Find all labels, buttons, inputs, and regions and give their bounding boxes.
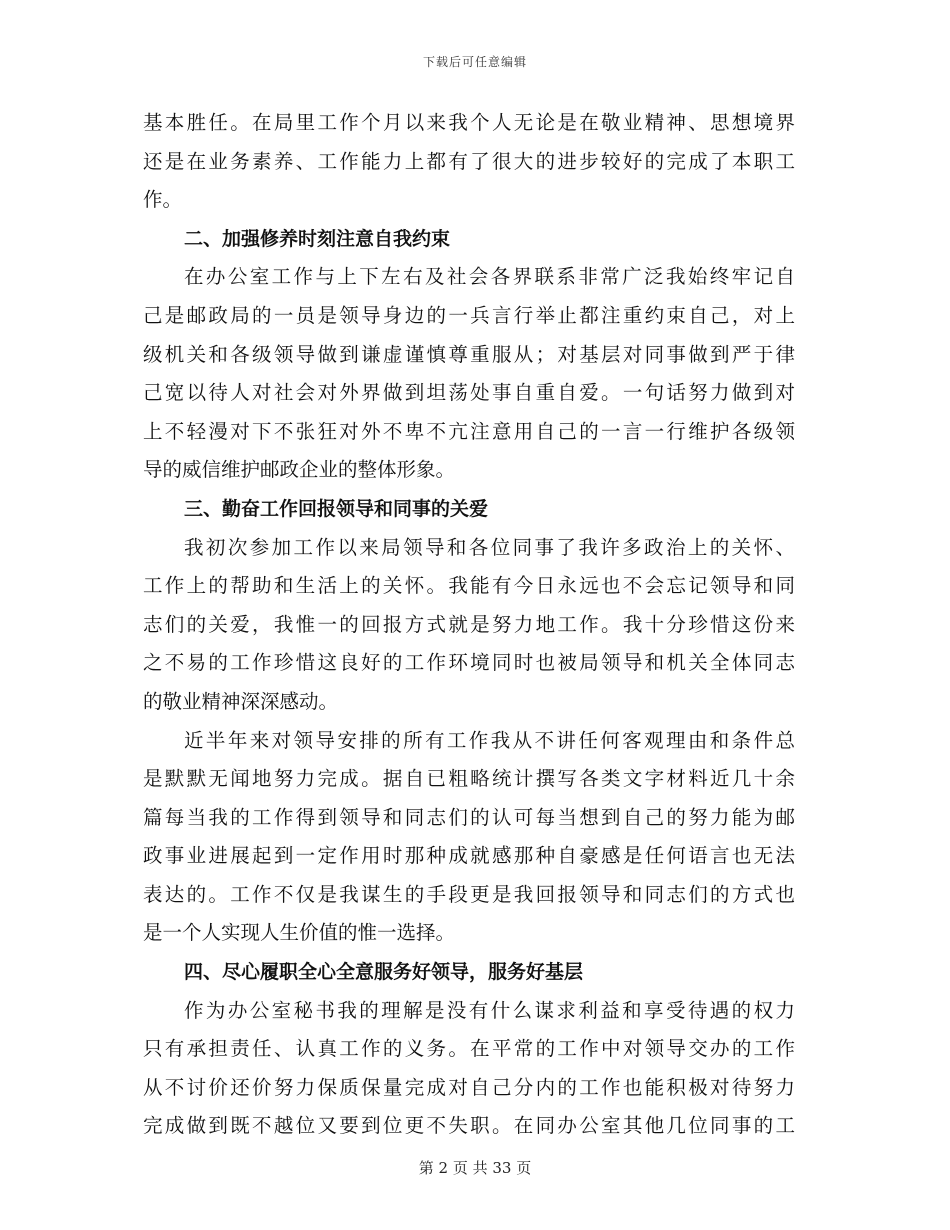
page-header-note: 下载后可任意编辑 xyxy=(422,55,527,69)
body-text-line: 我初次参加工作以来局领导和各位同事了我许多政治上的关怀、 xyxy=(184,535,795,559)
body-text-line: 在办公室工作与上下左右及社会各界联系非常广泛我始终牢记自 xyxy=(184,265,795,289)
body-text-line: 工作上的帮助和生活上的关怀。我能有今日永远也不会忘记领导和同 xyxy=(143,574,795,598)
body-text-line: 导的威信维护邮政企业的整体形象。 xyxy=(143,458,456,482)
body-text-line: 己宽以待人对社会对外界做到坦荡处事自重自爱。一句话努力做到对 xyxy=(143,381,795,405)
body-text-line: 近半年来对领导安排的所有工作我从不讲任何客观理由和条件总 xyxy=(184,728,795,752)
body-text-line: 还是在业务素养、工作能力上都有了很大的进步较好的完成了本职工 xyxy=(143,149,795,173)
body-text-line: 完成做到既不越位又要到位更不失职。在同办公室其他几位同事的工 xyxy=(143,1114,795,1138)
body-text-line: 只有承担责任、认真工作的义务。在平常的工作中对领导交办的工作 xyxy=(143,1037,795,1061)
body-text-line: 从不讨价还价努力保质保量完成对自己分内的工作也能积极对待努力 xyxy=(143,1075,795,1099)
section-heading: 三、勤奋工作回报领导和同事的关爱 xyxy=(184,497,489,520)
body-text-line: 己是邮政局的一员是领导身边的一兵言行举止都注重约束自己，对上 xyxy=(143,303,795,327)
body-text-line: 是默默无闻地努力完成。据自已粗略统计撰写各类文字材料近几十余 xyxy=(143,767,795,791)
document-body xyxy=(143,104,795,1146)
body-text-line: 级机关和各级领导做到谦虚谨慎尊重服从；对基层对同事做到严于律 xyxy=(143,342,795,366)
body-text-line: 作。 xyxy=(143,188,183,212)
body-text-line: 志们的关爱，我惟一的回报方式就是努力地工作。我十分珍惜这份来 xyxy=(143,612,795,636)
body-text-line: 篇每当我的工作得到领导和同志们的认可每当想到自己的努力能为邮 xyxy=(143,805,795,829)
section-heading: 四、尽心履职全心全意服务好领导，服务好基层 xyxy=(184,961,584,984)
page-number: 第 2 页 共 33 页 xyxy=(418,1159,532,1177)
section-heading: 二、加强修养时刻注意自我约束 xyxy=(184,227,451,250)
body-text-line: 表达的。工作不仅是我谋生的手段更是我回报领导和同志们的方式也 xyxy=(143,882,795,906)
body-text-line: 是一个人实现人生价值的惟一选择。 xyxy=(143,921,456,945)
body-text-line: 的敬业精神深深感动。 xyxy=(143,689,339,713)
body-text-line: 作为办公室秘书我的理解是没有什么谋求利益和享受待遇的权力 xyxy=(184,998,795,1022)
body-text-line: 政事业进展起到一定作用时那种成就感那种自豪感是任何语言也无法 xyxy=(143,844,795,868)
body-text-line: 上不轻漫对下不张狂对外不卑不亢注意用自己的一言一行维护各级领 xyxy=(143,419,795,443)
body-text-line: 基本胜任。在局里工作个月以来我个人无论是在敬业精神、思想境界 xyxy=(143,111,795,134)
body-text-line: 之不易的工作珍惜这良好的工作环境同时也被局领导和机关全体同志 xyxy=(143,651,795,675)
